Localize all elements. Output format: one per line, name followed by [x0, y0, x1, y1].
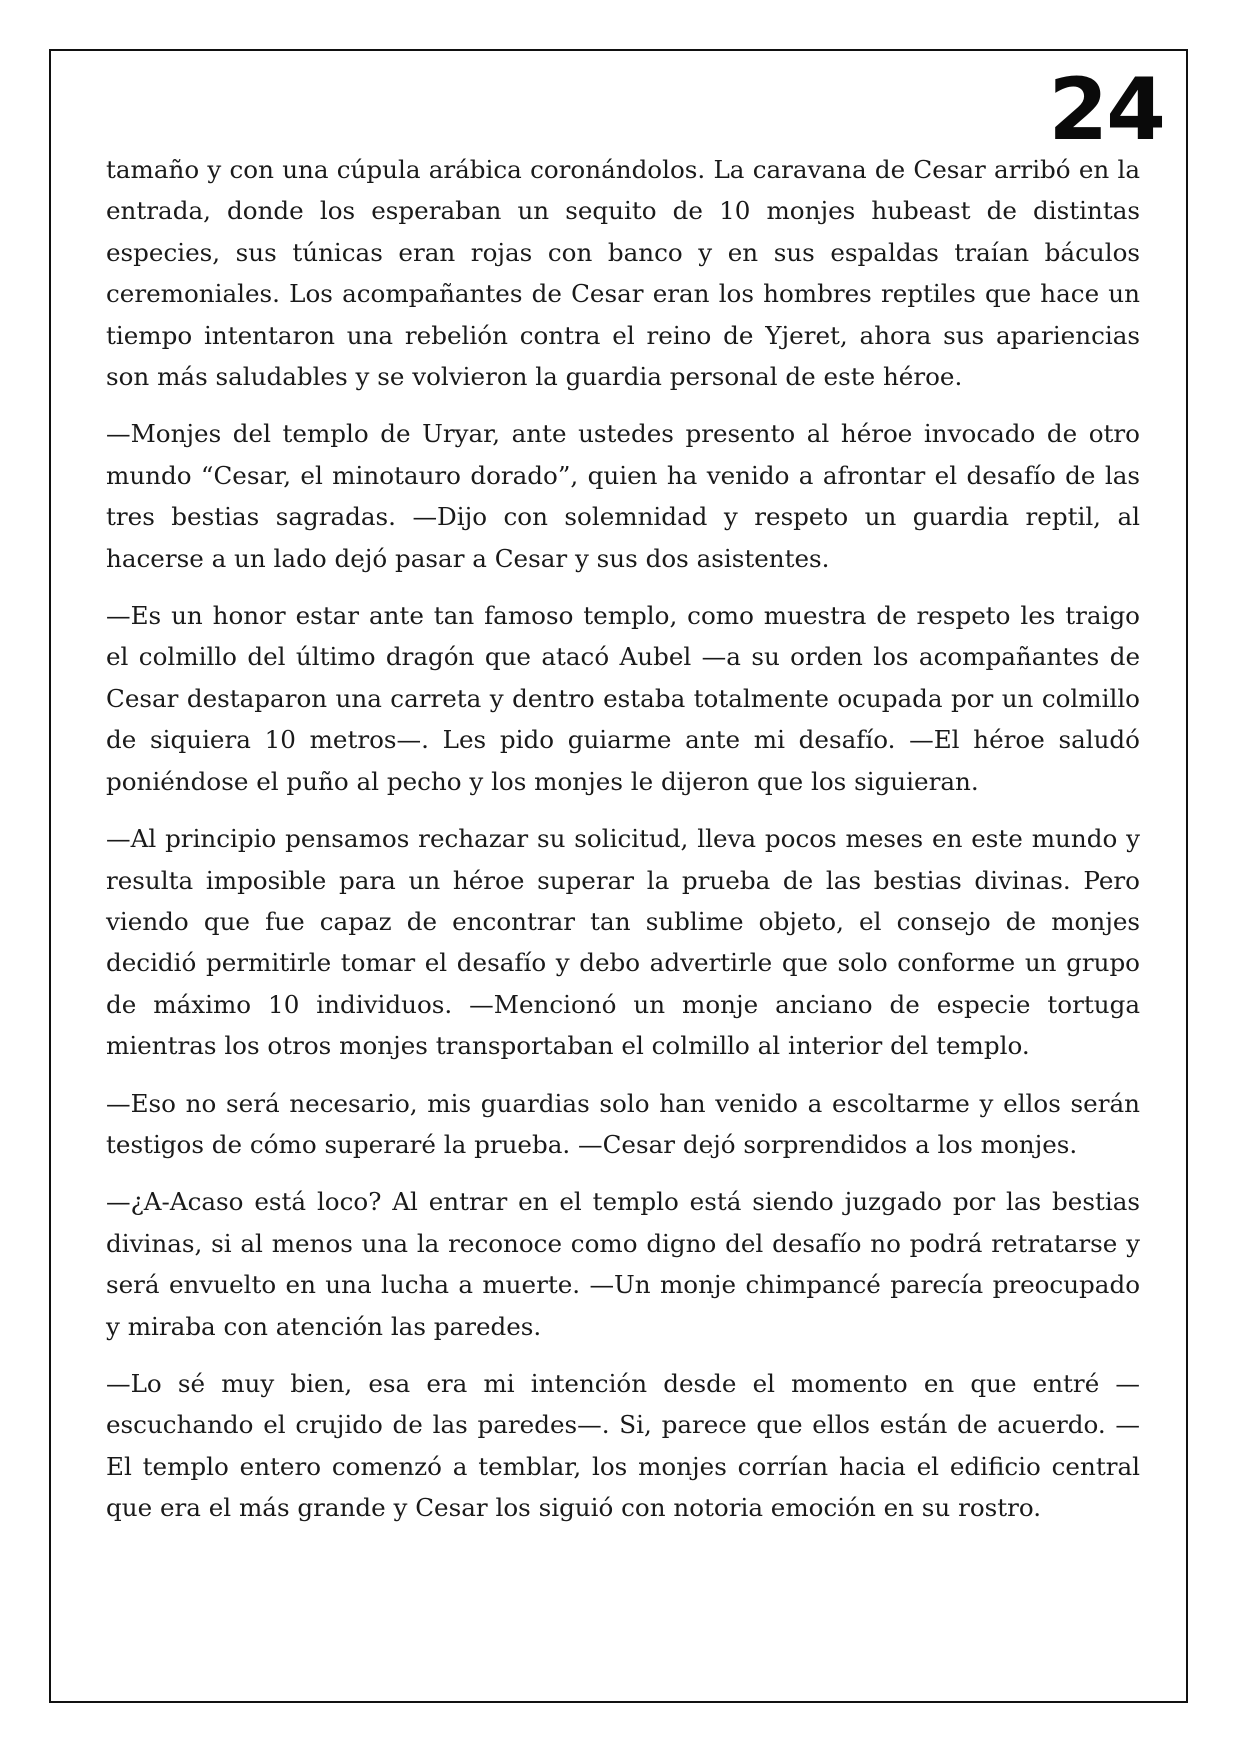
paragraph-7: —Lo sé muy bien, esa era mi intención desde el momento en que entré —escuchando el crujido de las paredes—. Si, parece que ellos están de acuerdo. —El templo entero comenzó a temblar, los monjes corrían hacia el edificio central que era el más grande y Cesar los siguió con notoria emoción en su rostro. [106, 1368, 1140, 1523]
text-body [106, 149, 1140, 1545]
paragraph-1: tamaño y con una cúpula arábica coronándolos. La caravana de Cesar arribó en la entrada, donde los esperaban un sequito de 10 monjes hubeast de distintas especies, sus túnicas eran rojas con banco y en sus espaldas traían báculos ceremoniales. Los acompañantes de Cesar eran los hombres reptiles que hace un tiempo intentaron una rebelión contra el reino de Yjeret, ahora sus apariencias son más saludables y se volvieron la guardia personal de este héroe. [106, 155, 1140, 392]
page-frame [49, 49, 1188, 1703]
paragraph-4: —Al principio pensamos rechazar su solicitud, lleva pocos meses en este mundo y resulta imposible para un héroe superar la prueba de las bestias divinas. Pero viendo que fue capaz de encontrar tan sublime objeto, el consejo de monjes decidió permitirle tomar el desafío y debo advertirle que solo conforme un grupo de máximo 10 individuos. —Mencionó un monje anciano de especie tortuga mientras los otros monjes transportaban el colmillo al interior del templo. [106, 824, 1140, 1061]
page-number: 24 [1048, 60, 1164, 160]
paragraph-6: —¿A-Acaso está loco? Al entrar en el templo está siendo juzgado por las bestias divinas, si al menos una la reconoce como digno del desafío no podrá retratarse y será envuelto en una lucha a muerte. —Un monje chimpancé parecía preocupado y miraba con atención las paredes. [106, 1187, 1140, 1341]
paragraph-2: —Monjes del templo de Uryar, ante ustedes presento al héroe invocado de otro mundo “Cesar, el minotauro dorado”, quien ha venido a afrontar el desafío de las tres bestias sagradas. —Dijo con solemnidad y respeto un guardia reptil, al hacerse a un lado dejó pasar a Cesar y sus dos asistentes. [106, 419, 1140, 573]
paragraph-5: —Eso no será necesario, mis guardias solo han venido a escoltarme y ellos serán testigos de cómo superaré la prueba. —Cesar dejó sorprendidos a los monjes. [106, 1088, 1140, 1159]
paragraph-3: —Es un honor estar ante tan famoso templo, como muestra de respeto les traigo el colmillo del último dragón que atacó Aubel —a su orden los acompañantes de Cesar destaparon una carreta y dentro estaba totalmente ocupada por un colmillo de siquiera 10 metros—. Les pido guiarme ante mi desafío. —El héroe saludó poniéndose el puño al pecho y los monjes le dijeron que los siguieran. [106, 601, 1140, 796]
